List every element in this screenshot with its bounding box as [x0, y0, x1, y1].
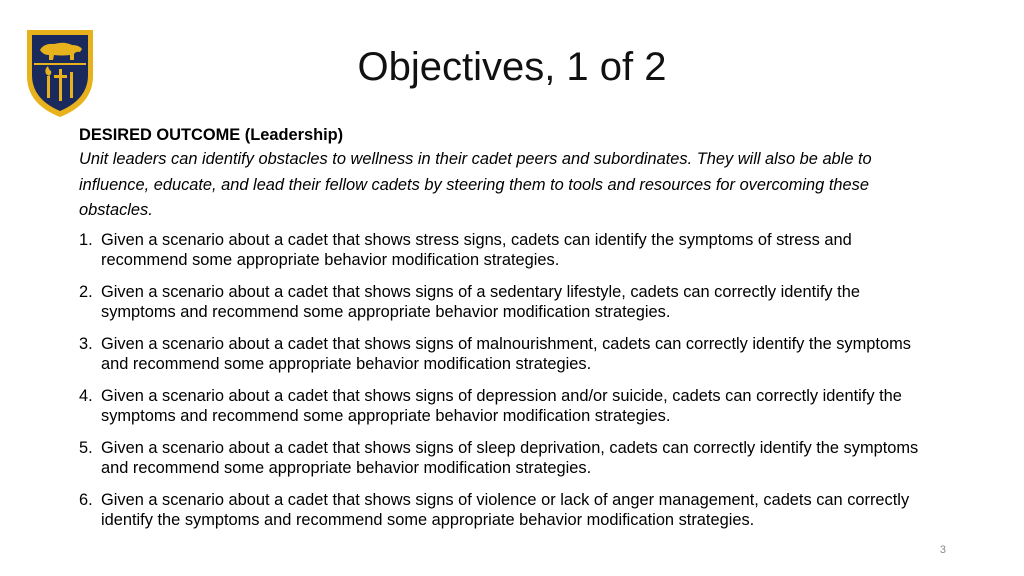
desired-outcome-heading: DESIRED OUTCOME (Leadership)	[79, 126, 344, 144]
objective-number: 3.	[79, 334, 93, 353]
objective-item	[79, 438, 939, 479]
objective-number: 4.	[79, 386, 93, 405]
objective-text: Given a scenario about a cadet that shows signs of a sedentary lifestyle, cadets can correctly identify the symptoms and recommend some appropriate behavior modification strategies.	[101, 282, 860, 321]
objective-number: 2.	[79, 282, 93, 301]
objective-text: Given a scenario about a cadet that shows signs of malnourishment, cadets can correctly identify the symptoms and recommend some appropriate behavior modification strategies.	[101, 334, 911, 373]
objective-number: 6.	[79, 490, 93, 509]
objective-item	[79, 282, 939, 323]
objective-item	[79, 334, 939, 375]
objective-text: Given a scenario about a cadet that shows signs of sleep deprivation, cadets can correctly identify the symptoms and recommend some appropriate behavior modification strategies.	[101, 438, 919, 477]
desired-outcome-text: Unit leaders can identify obstacles to wellness in their cadet peers and subordinates. They will also be able to influence, educate, and lead their fellow cadets by steering them to tools and resources for overcoming these obstacles.	[79, 150, 872, 219]
objective-item	[79, 386, 939, 427]
objective-item	[79, 230, 939, 271]
objective-number: 5.	[79, 438, 93, 457]
objective-text: Given a scenario about a cadet that shows stress signs, cadets can identify the symptoms of stress and recommend some appropriate behavior modification strategies.	[101, 230, 852, 269]
objective-text: Given a scenario about a cadet that shows signs of depression and/or suicide, cadets can correctly identify the symptoms and recommend some appropriate behavior modification strategies.	[101, 386, 902, 425]
objective-text: Given a scenario about a cadet that shows signs of violence or lack of anger management, cadets can correctly identify the symptoms and recommend some appropriate behavior modification strategies.	[101, 490, 910, 529]
objectives-list	[79, 230, 939, 531]
page-number: 3	[939, 544, 946, 556]
objective-item	[79, 490, 939, 531]
objective-number: 1.	[79, 230, 93, 249]
slide-title: Objectives, 1 of 2	[357, 45, 667, 89]
slide-body	[79, 124, 939, 542]
